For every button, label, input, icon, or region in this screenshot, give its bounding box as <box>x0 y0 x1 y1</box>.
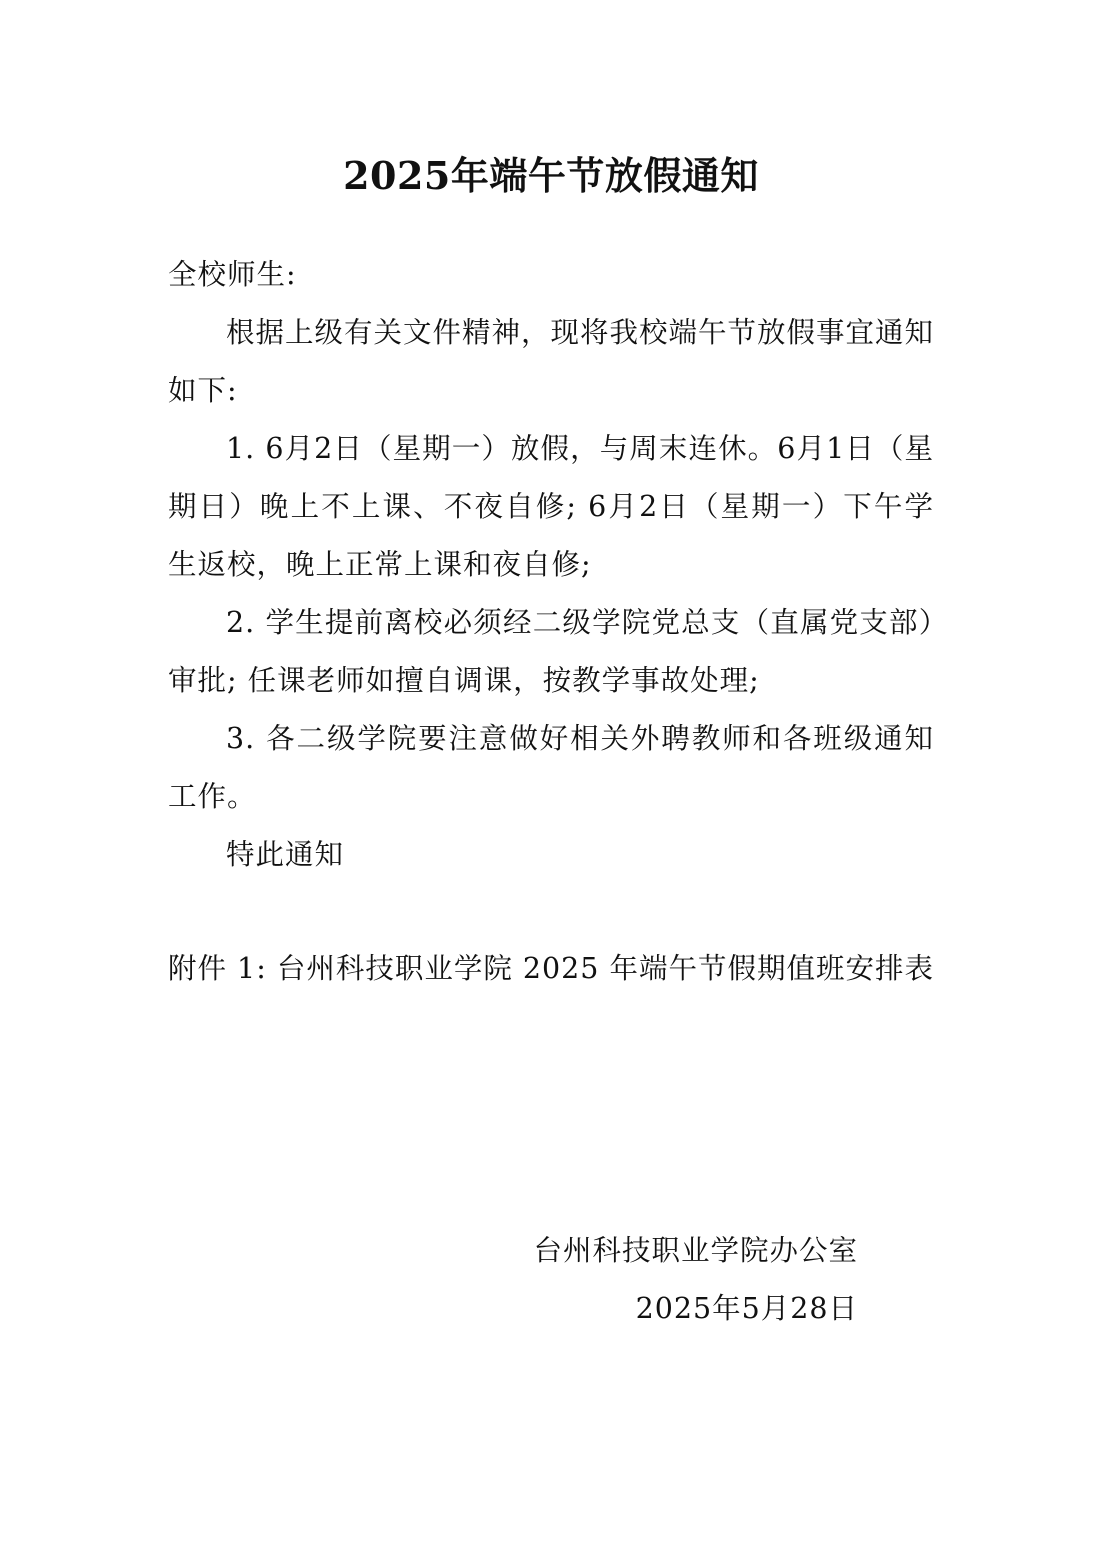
paragraph-intro: 根据上级有关文件精神，现将我校端午节放假事宜通知如下: <box>168 316 935 407</box>
document-body <box>168 246 934 884</box>
signature-date: 2025年5月28日 <box>635 1292 858 1325</box>
paragraph-item-2: 2. 学生提前离校必须经二级学院党总支（直属党支部）审批; 任课老师如擅自调课，按教学事故处理; <box>168 606 934 697</box>
signature-block <box>533 1222 858 1338</box>
paragraph-item-3: 3. 各二级学院要注意做好相关外聘教师和各班级通知工作。 <box>168 722 934 813</box>
salutation: 全校师生: <box>168 258 297 291</box>
signature-organization: 台州科技职业学院办公室 <box>533 1234 858 1267</box>
paragraph-item-1: 1. 6月2日（星期一）放假，与周末连休。6月1日（星期日）晚上不上课、不夜自修; 6月2日（星期一）下午学生返校，晚上正常上课和夜自修; <box>168 432 934 581</box>
paragraph-closing: 特此通知 <box>226 838 345 871</box>
document-title: 2025年端午节放假通知 <box>343 153 759 198</box>
attachment-line: 附件 1: 台州科技职业学院 2025 年端午节假期值班安排表 <box>168 952 935 985</box>
